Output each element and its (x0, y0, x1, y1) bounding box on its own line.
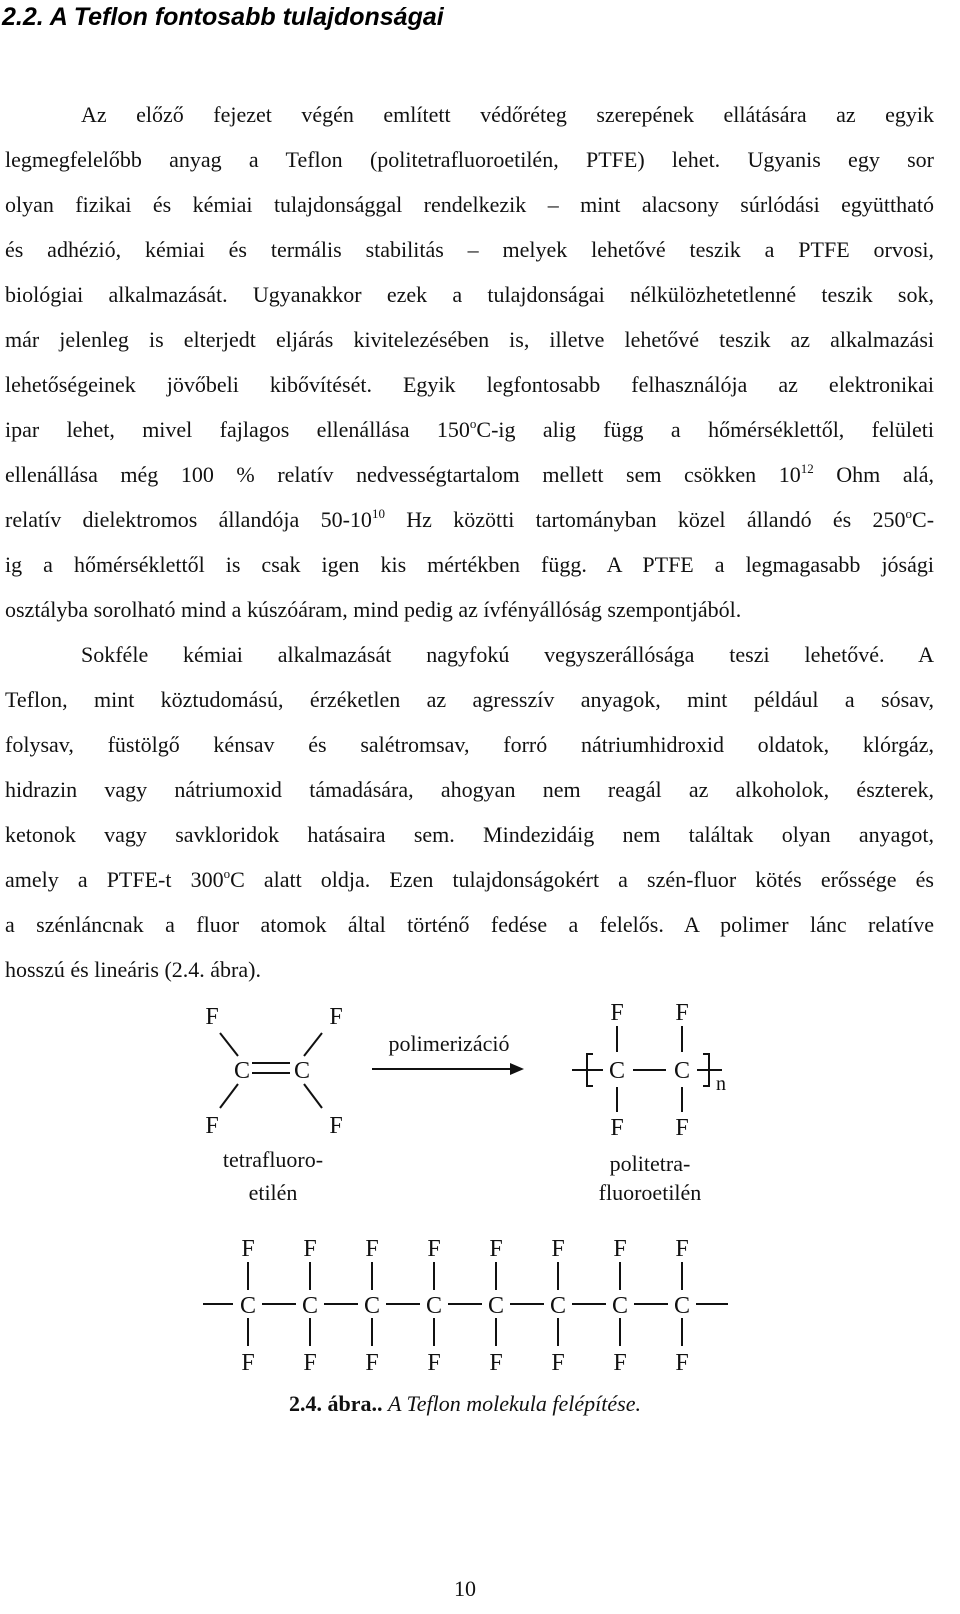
paragraph-line: és adhézió, kémiai és termális stabilitás – melyek lehetővé teszik a PTFE orvosi, (5, 237, 934, 262)
fluorine-atom: F (551, 1236, 565, 1262)
carbon-atom: C (487, 1293, 505, 1319)
fluorine-atom: F (303, 1236, 317, 1262)
carbon-atom: C (363, 1293, 381, 1319)
exponent-superscript: 12 (800, 461, 814, 476)
caption-number: 2.4. ábra.. (289, 1391, 383, 1416)
caption-text: A Teflon molekula felépítése. (388, 1391, 641, 1416)
fluorine-atom: F (329, 1113, 343, 1139)
section-number: 2.2. (2, 3, 44, 31)
fluorine-atom: F (613, 1236, 627, 1262)
fluorine-atom: F (205, 1113, 219, 1139)
fluorine-atom: F (365, 1350, 379, 1376)
monomer-label: etilén (248, 1180, 298, 1205)
paragraph-line: biológiai alkalmazását. Ugyanakkor ezek a tulajdonságai nélkülözhetetlenné teszik sok, (5, 282, 934, 307)
fluorine-atom: F (551, 1350, 565, 1376)
polymer-label: fluoroetilén (598, 1180, 702, 1205)
degree-superscript: o (223, 866, 231, 881)
carbon-atom: C (425, 1293, 443, 1319)
fluorine-atom: F (329, 1004, 343, 1030)
fluorine-atom: F (489, 1350, 503, 1376)
repeat-subscript: n (716, 1073, 726, 1095)
exponent-superscript: 10 (371, 506, 385, 521)
fluorine-atom: F (613, 1350, 627, 1376)
degree-superscript: o (905, 506, 913, 521)
degree-superscript: o (469, 416, 477, 431)
section-title: A Teflon fontosabb tulajdonságai (49, 3, 444, 31)
paragraph-line: Teflon, mint köztudomású, érzéketlen az agresszív anyagok, mint például a sósav, (5, 687, 934, 712)
paragraph-line: osztályba sorolható mind a kúszóáram, mind pedig az ívfényállóság szempontjából. (5, 597, 742, 622)
fluorine-atom: F (241, 1350, 255, 1376)
paragraph-line: ig a hőmérséklettől is csak igen kis mértékben függ. A PTFE a legmagasabb jósági (5, 552, 934, 577)
carbon-atom: C (673, 1293, 691, 1319)
carbon-atom: C (239, 1293, 257, 1319)
paragraph-line: lehetőségeinek jövőbeli kibővítését. Egyik legfontosabb felhasználója az elektronikai (5, 372, 934, 397)
teflon-structure-diagram (190, 1000, 750, 1380)
paragraph-line: ellenállása még 100 % relatív nedvességtartalom mellett sem csökken $10^{12}$ Ohm alá, (5, 461, 934, 487)
carbon-atom: C (611, 1293, 629, 1319)
section-heading (2, 0, 444, 34)
carbon-atom: C (608, 1058, 626, 1084)
carbon-atom: C (673, 1058, 691, 1084)
paragraph-line: Sokféle kémiai alkalmazását nagyfokú vegyszerállósága teszi lehetővé. A (81, 642, 934, 667)
fluorine-atom: F (205, 1004, 219, 1030)
carbon-atom: C (293, 1058, 311, 1084)
fluorine-atom: F (675, 1000, 689, 1026)
paragraph-line: olyan fizikai és kémiai tulajdonsággal rendelkezik – mint alacsony súrlódási együttható (5, 192, 934, 217)
polymer-label: politetra- (609, 1151, 691, 1176)
fluorine-atom: F (610, 1000, 624, 1026)
arrow-label: polimerizáció (388, 1031, 510, 1056)
carbon-atom: C (549, 1293, 567, 1319)
paragraph-line: relatív dielektromos állandója $50-10^{10}$ Hz közötti tartományban közel állandó és 250$^o$C- (5, 506, 935, 532)
paragraph-line: ketonok vagy savkloridok hatásaira sem. Mindezidáig nem találtak olyan anyagot, (5, 822, 934, 847)
paragraph-line: amely a PTFE-t 300$^o$C alatt oldja. Ezen tulajdonságokért a szén-fluor kötés erőssége és (5, 866, 934, 892)
fluorine-atom: F (489, 1236, 503, 1262)
page-number: 10 (454, 1576, 476, 1601)
paragraph-line: már jelenleg is elterjedt eljárás kivitelezésében is, illetve lehetővé teszik az alkalmazási (5, 327, 934, 352)
fluorine-atom: F (675, 1115, 689, 1141)
carbon-atom: C (233, 1058, 251, 1084)
fluorine-atom: F (427, 1350, 441, 1376)
fluorine-atom: F (675, 1236, 689, 1262)
paragraph-line: a szénláncnak a fluor atomok által történő fedése a felelős. A polimer lánc relatíve (5, 912, 934, 937)
fluorine-atom: F (303, 1350, 317, 1376)
fluorine-atom: F (241, 1236, 255, 1262)
fluorine-atom: F (365, 1236, 379, 1262)
paragraph-line: folysav, füstölgő kénsav és salétromsav, forró nátriumhidroxid oldatok, klórgáz, (5, 732, 934, 757)
paragraph-line: hidrazin vagy nátriumoxid támadására, ahogyan nem reagál az alkoholok, észterek, (5, 777, 934, 802)
paragraph-line: hosszú és lineáris (2.4. ábra). (5, 957, 261, 982)
figure-caption (0, 1389, 930, 1419)
paragraph-line: ipar lehet, mivel fajlagos ellenállása 150$^o$C-ig alig függ a hőmérséklettől, felületi (5, 416, 934, 442)
paragraph-line: legmegfelelőbb anyag a Teflon (politetrafluoroetilén, PTFE) lehet. Ugyanis egy sor (5, 147, 934, 172)
paragraph-line: Az előző fejezet végén említett védőréteg szerepének ellátására az egyik (81, 102, 934, 127)
carbon-atom: C (301, 1293, 319, 1319)
fluorine-atom: F (427, 1236, 441, 1262)
fluorine-atom: F (610, 1115, 624, 1141)
monomer-label: tetrafluoro- (222, 1147, 324, 1172)
fluorine-atom: F (675, 1350, 689, 1376)
